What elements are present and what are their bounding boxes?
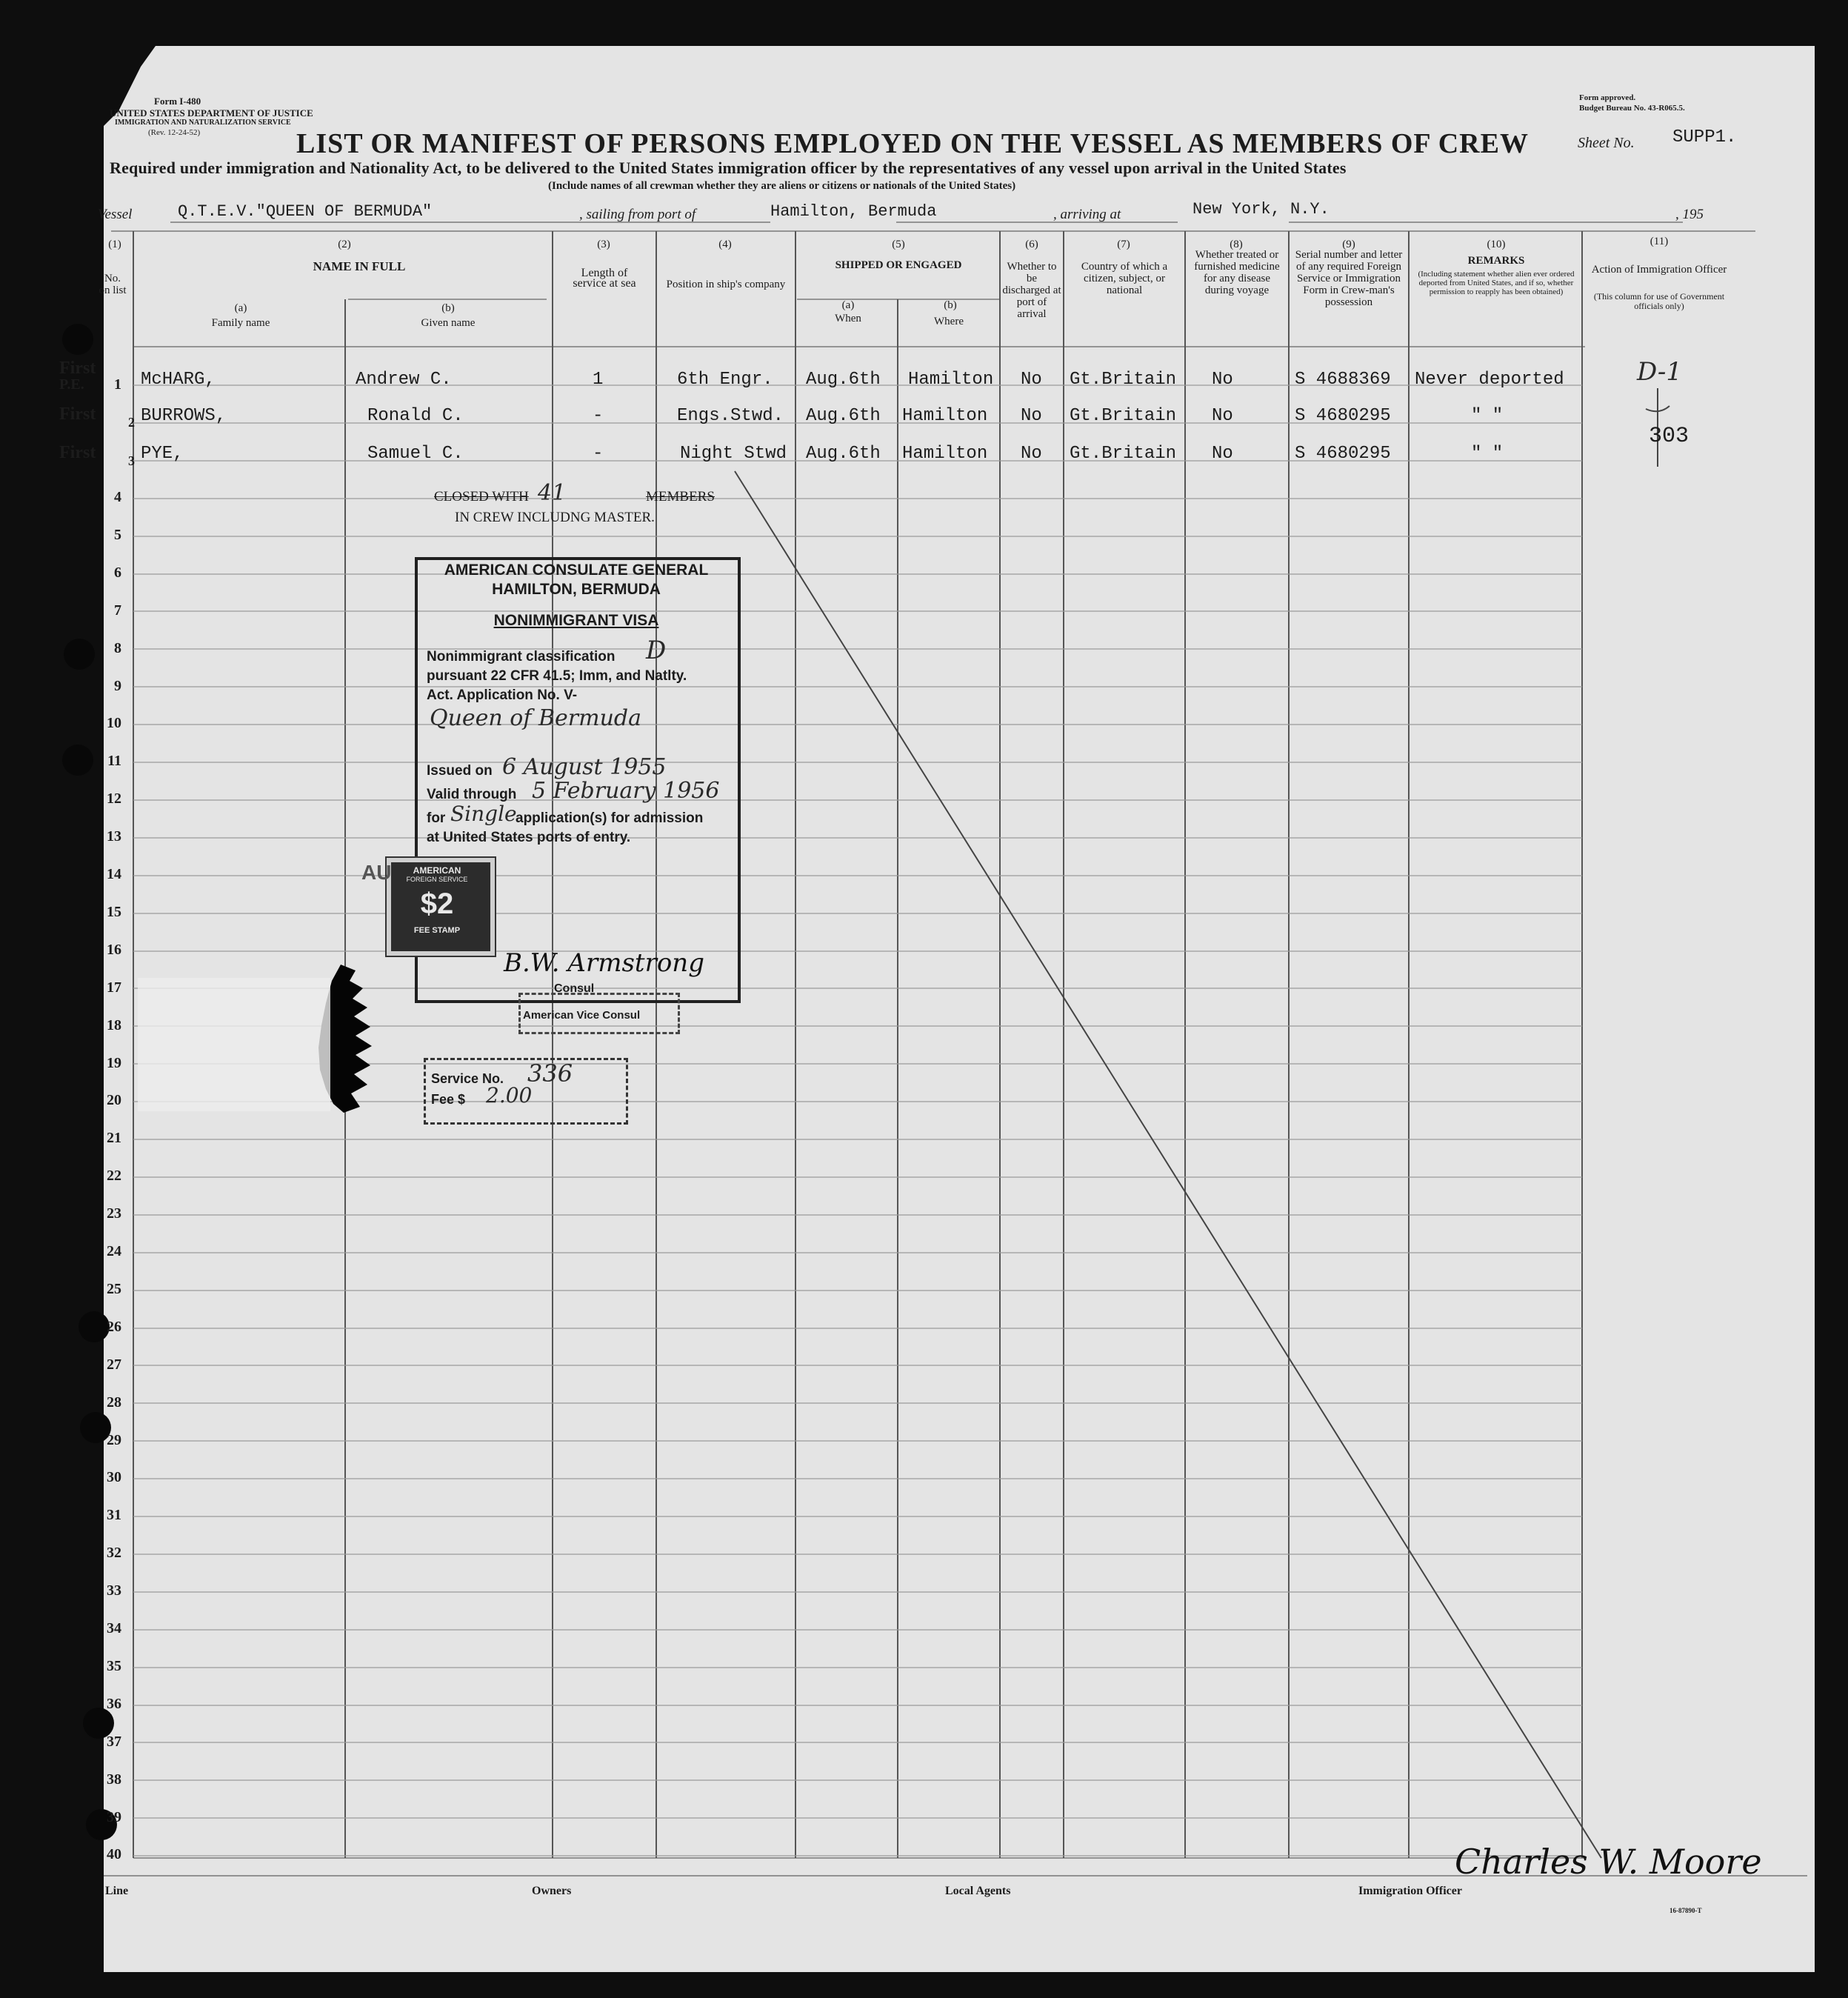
closed-crew: IN CREW INCLUDNG MASTER.	[455, 510, 655, 525]
discharged: No	[1021, 406, 1042, 426]
remarks: Never deported	[1415, 370, 1564, 390]
col-2-header: NAME IN FULL	[313, 259, 406, 273]
form-revision: (Rev. 12-24-52)	[148, 128, 201, 137]
service-no: 336	[527, 1059, 573, 1088]
row-prefix: First	[59, 443, 96, 462]
visa-city: HAMILTON, BERMUDA	[492, 581, 661, 598]
position: 6th Engr.	[677, 370, 773, 390]
length-of-service: 1	[593, 370, 604, 390]
visa-single: Single	[450, 802, 517, 826]
line-number: 15	[107, 904, 121, 920]
line-number: 5	[114, 527, 121, 543]
position: Night Stwd	[680, 444, 787, 464]
length-of-service: -	[593, 444, 604, 464]
col-8-header: Whether treated or furnished medicine for any disease during voyage	[1194, 249, 1280, 296]
col-5-num: (5)	[892, 239, 905, 250]
vice-consul: American Vice Consul	[523, 1009, 641, 1022]
budget-bureau: Budget Bureau No. 43-R065.5.	[1579, 104, 1685, 113]
col-5a-header: When	[835, 313, 861, 324]
void-diagonal	[735, 471, 1601, 1858]
col-7-num: (7)	[1117, 239, 1130, 250]
col-1-header: No. on list	[99, 273, 127, 296]
col-2a-header: Family name	[211, 317, 270, 329]
year-label: , 195	[1675, 207, 1704, 222]
consul-signature: B.W. Armstrong	[504, 948, 704, 978]
service-no-label: Service No.	[431, 1071, 504, 1086]
given-name: Andrew C.	[356, 370, 452, 390]
footer-code: 16-87890-T	[1669, 1907, 1702, 1914]
col-6-num: (6)	[1025, 239, 1038, 250]
visa-for-label: for	[427, 810, 446, 826]
visa-pursuant: pursuant 22 CFR 41.5; Imm, and Natlty.	[427, 668, 687, 684]
line-number: 39	[107, 1809, 121, 1825]
stamp-service: FOREIGN SERVICE	[406, 876, 468, 883]
row-prefix: First	[59, 404, 96, 424]
col-5b-num: (b)	[944, 299, 957, 311]
given-name: Ronald C.	[367, 406, 464, 426]
fee-amount: 2.00	[486, 1083, 533, 1108]
stamp-fee: FEE STAMP	[413, 926, 461, 935]
col-2b-num: (b)	[441, 302, 455, 314]
col-11-header: Action of Immigration Officer	[1591, 264, 1727, 276]
line-number: 11	[107, 753, 121, 769]
line-number: 38	[107, 1771, 121, 1788]
visa-vessel: Queen of Bermuda	[430, 705, 641, 731]
line-number: 19	[107, 1055, 121, 1071]
sheet-number: SUPP1.	[1672, 127, 1737, 147]
sailing-port: Hamilton, Bermuda	[770, 202, 937, 221]
line-number: 13	[107, 828, 121, 845]
row-number: 2	[128, 415, 135, 430]
shipped-where: Hamilton	[908, 370, 994, 390]
action-note: D-1	[1637, 357, 1683, 387]
col-10-header: REMARKS	[1467, 255, 1525, 267]
include-note: (Include names of all crewman whether they are aliens or citizens or nationals of the United States)	[548, 180, 1016, 192]
visa-classification: D	[646, 636, 667, 665]
sheet-label: Sheet No.	[1578, 135, 1635, 151]
footer-officer: Immigration Officer	[1358, 1885, 1462, 1897]
country: Gt.Britain	[1070, 406, 1177, 426]
line-number: 40	[107, 1846, 121, 1862]
line-number: 7	[114, 602, 121, 619]
col-9-num: (9)	[1342, 239, 1355, 250]
line-number: 26	[107, 1319, 121, 1335]
line-number: 14	[107, 866, 121, 882]
row-number: 3	[128, 453, 135, 468]
visa-issued-label: Issued on	[427, 763, 493, 779]
line-number: 35	[107, 1658, 121, 1674]
line-number: 33	[107, 1582, 121, 1599]
visa-classification-label: Nonimmigrant classification	[427, 649, 616, 665]
subtitle: Required under immigration and Nationality Act, to be delivered to the United States immigration officer by the representatives of any vessel upon arrival in the United States	[110, 159, 1347, 177]
line-number: 8	[114, 640, 121, 656]
arrival-port: New York, N.Y.	[1192, 200, 1330, 219]
col-2a-num: (a)	[234, 302, 247, 314]
visa-act: Act. Application No. V-	[427, 687, 578, 703]
country: Gt.Britain	[1070, 370, 1177, 390]
given-name: Samuel C.	[367, 444, 464, 464]
col-4-num: (4)	[718, 239, 732, 250]
treated: No	[1212, 406, 1233, 426]
position: Engs.Stwd.	[677, 406, 784, 426]
col-6-header: Whether to be discharged at port of arrival	[1002, 261, 1061, 320]
page-title: LIST OR MANIFEST OF PERSONS EMPLOYED ON THE VESSEL AS MEMBERS OF CREW	[296, 128, 1529, 159]
action-note: 303	[1649, 424, 1689, 449]
col-1-num: (1)	[108, 239, 121, 250]
line-number: 6	[114, 565, 121, 581]
shipped-when: Aug.6th	[806, 444, 881, 464]
stamp-top: AMERICAN	[413, 865, 461, 876]
officer-signature: Charles W. Moore	[1455, 1842, 1762, 1882]
family-name: PYE,	[141, 444, 184, 464]
footer-line: Line	[105, 1885, 129, 1897]
col-5-header: SHIPPED OR ENGAGED	[835, 259, 962, 271]
row-prefix: First	[59, 359, 96, 378]
visa-ports: at United States ports of entry.	[427, 830, 631, 845]
line-number: 24	[107, 1243, 121, 1259]
col-11-subheader: (This column for use of Government officials only)	[1593, 291, 1725, 311]
form-number: Form I-480	[154, 96, 201, 107]
length-of-service: -	[593, 406, 604, 426]
family-name: BURROWS,	[141, 406, 227, 426]
line-number: 29	[107, 1432, 121, 1448]
line-number: 37	[107, 1734, 121, 1750]
shipped-where: Hamilton	[902, 406, 988, 426]
row-prefix-2: P.E.	[59, 376, 84, 393]
visa-type: NONIMMIGRANT VISA	[493, 612, 659, 629]
line-number: 30	[107, 1469, 121, 1485]
discharged: No	[1021, 370, 1042, 390]
visa-valid: 5 February 1956	[532, 778, 720, 804]
col-2-num: (2)	[338, 239, 351, 250]
line-number: 36	[107, 1696, 121, 1712]
line-number: 31	[107, 1507, 121, 1523]
service-name: IMMIGRATION AND NATURALIZATION SERVICE	[115, 119, 291, 127]
line-number: 23	[107, 1205, 121, 1222]
fee-label: Fee $	[431, 1092, 466, 1107]
treated: No	[1212, 370, 1233, 390]
line-number: 22	[107, 1168, 121, 1184]
line-number: 9	[114, 678, 121, 694]
line-number: 28	[107, 1394, 121, 1411]
footer-owners: Owners	[532, 1885, 572, 1897]
col-4-header: Position in ship's company	[666, 279, 786, 290]
col-5a-num: (a)	[841, 299, 855, 311]
visa-issued: 6 August 1955	[502, 754, 667, 780]
visa-valid-label: Valid through	[427, 787, 517, 802]
department: UNITED STATES DEPARTMENT OF JUSTICE	[110, 107, 313, 119]
visa-application: application(s) for admission	[516, 810, 704, 826]
closed-members: MEMBERS	[646, 489, 715, 505]
col-2b-header: Given name	[421, 317, 476, 329]
serial-number: S 4688369	[1295, 370, 1391, 390]
line-number: 16	[107, 942, 121, 958]
closed-label: CLOSED WITH	[434, 489, 529, 505]
line-number: 10	[107, 715, 121, 731]
footer-agents: Local Agents	[945, 1885, 1011, 1897]
line-number: 21	[107, 1130, 121, 1146]
line-number: 27	[107, 1356, 121, 1373]
consul-title: Consul	[554, 982, 595, 995]
col-11-num: (11)	[1649, 236, 1669, 247]
treated: No	[1212, 444, 1233, 464]
stamp-date-partial: AU	[361, 861, 392, 884]
shipped-when: Aug.6th	[806, 370, 881, 390]
col-3-num: (3)	[597, 239, 610, 250]
line-number: 20	[107, 1092, 121, 1108]
remarks: " "	[1471, 406, 1504, 426]
shipped-when: Aug.6th	[806, 406, 881, 426]
col-8-num: (8)	[1230, 239, 1243, 250]
line-number: 18	[107, 1017, 121, 1033]
discharged: No	[1021, 444, 1042, 464]
blank-patch	[138, 978, 330, 1111]
shipped-where: Hamilton	[902, 444, 988, 464]
col-7-header: Country of which a citizen, subject, or national	[1081, 261, 1168, 296]
serial-number: S 4680295	[1295, 406, 1391, 426]
line-number: 12	[107, 790, 121, 807]
line-number: 17	[107, 979, 121, 996]
arriving-label: , arriving at	[1053, 207, 1121, 222]
col-5b-header: Where	[934, 316, 964, 327]
remarks: " "	[1471, 444, 1504, 464]
row-number: 1	[114, 376, 121, 393]
serial-number: S 4680295	[1295, 444, 1391, 464]
closed-count: 41	[538, 480, 567, 506]
col-3-header: Length of service at sea	[573, 267, 636, 290]
col-10-num: (10)	[1487, 239, 1506, 250]
form-approved: Form approved.	[1579, 93, 1636, 102]
stamp-amount: $2	[420, 888, 454, 920]
line-number: 34	[107, 1620, 121, 1636]
vessel-label: Vessel	[98, 207, 133, 222]
col-9-header: Serial number and letter of any required Foreign Service or Immigration Form in Crew-man's possession	[1295, 249, 1403, 308]
line-number: 32	[107, 1545, 121, 1561]
col-10-subheader: (Including statement whether alien ever ordered deported from United States, and if so, whether permission to reapply has been obtained)	[1418, 270, 1575, 296]
vessel-name: Q.T.E.V."QUEEN OF BERMUDA"	[178, 202, 433, 221]
country: Gt.Britain	[1070, 444, 1177, 464]
line-number: 25	[107, 1281, 121, 1297]
family-name: McHARG,	[141, 370, 216, 390]
line-number: 4	[114, 489, 121, 505]
visa-consulate: AMERICAN CONSULATE GENERAL	[444, 562, 709, 579]
sailing-label: , sailing from port of	[579, 207, 696, 222]
